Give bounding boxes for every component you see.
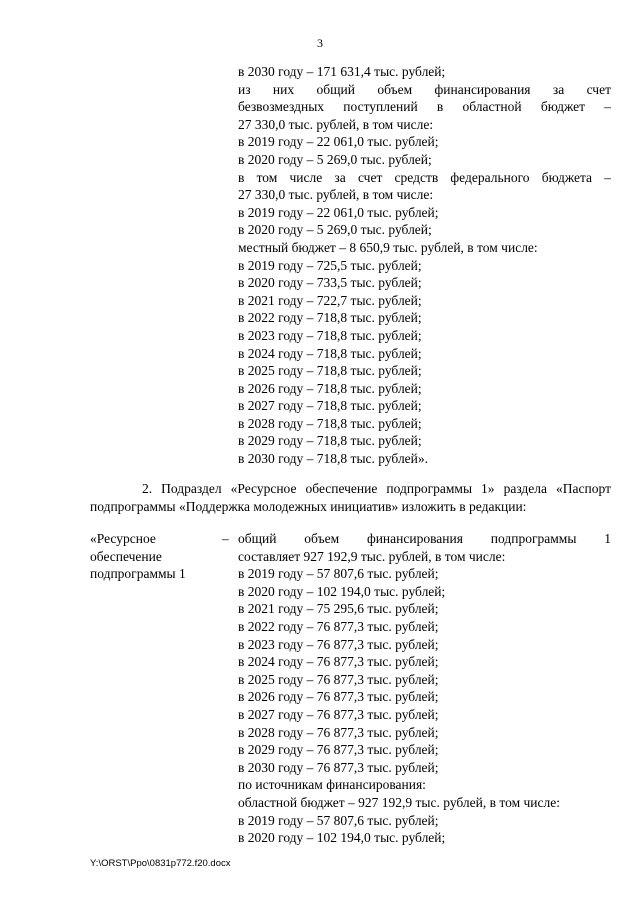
text-line: в 2021 году – 722,7 тыс. рублей; bbox=[238, 292, 422, 308]
text-line: в 2024 году – 76 877,3 тыс. рублей; bbox=[238, 654, 439, 670]
text-line: в 2030 году – 718,8 тыс. рублей». bbox=[238, 451, 429, 467]
label-line: обеспечение bbox=[90, 548, 162, 564]
paragraph-line: 2. Подраздел «Ресурсное обеспечение подпрограммы 1» раздела «Паспорт bbox=[142, 481, 611, 496]
text-line: в 2025 году – 718,8 тыс. рублей; bbox=[238, 363, 422, 379]
text-line: в 2019 году – 57 807,6 тыс. рублей; bbox=[238, 566, 439, 582]
text-line: в том числе за счет средств федерального бюджета – bbox=[238, 169, 611, 185]
text-line: общий объем финансирования подпрограммы 1 bbox=[238, 531, 611, 546]
bottom-text-block bbox=[238, 530, 611, 847]
text-line: в 2030 году – 171 631,4 тыс. рублей; bbox=[238, 64, 446, 79]
text-line: в 2019 году – 725,5 тыс. рублей; bbox=[238, 257, 422, 273]
text-line: в 2030 году – 76 877,3 тыс. рублей; bbox=[238, 759, 439, 775]
text-line: в 2026 году – 76 877,3 тыс. рублей; bbox=[238, 689, 439, 705]
text-line: в 2027 году – 718,8 тыс. рублей; bbox=[238, 398, 422, 414]
text-line: в 2021 году – 75 295,6 тыс. рублей; bbox=[238, 601, 439, 617]
text-line: в 2022 году – 76 877,3 тыс. рублей; bbox=[238, 618, 439, 634]
file-path-footer: Y:\ORST\Ppo\0831p772.f20.docx bbox=[90, 858, 231, 869]
text-line: в 2020 году – 102 194,0 тыс. рублей; bbox=[238, 830, 446, 846]
text-line: 27 330,0 тыс. рублей, в том числе: bbox=[238, 116, 434, 132]
text-line: в 2024 году – 718,8 тыс. рублей; bbox=[238, 345, 422, 361]
page-number: 3 bbox=[317, 36, 323, 50]
text-line: в 2020 году – 102 194,0 тыс. рублей; bbox=[238, 583, 446, 599]
text-line: местный бюджет – 8 650,9 тыс. рублей, в том числе: bbox=[238, 239, 538, 255]
paragraph-line: подпрограммы «Поддержка молодежных инициатив» изложить в редакции: bbox=[90, 498, 527, 514]
text-line: в 2023 году – 718,8 тыс. рублей; bbox=[238, 327, 422, 343]
top-text-block bbox=[238, 63, 611, 468]
text-line: в 2026 году – 718,8 тыс. рублей; bbox=[238, 380, 422, 396]
text-line: в 2028 году – 718,8 тыс. рублей; bbox=[238, 415, 422, 431]
text-line: в 2020 году – 5 269,0 тыс. рублей; bbox=[238, 222, 432, 238]
text-line: в 2025 году – 76 877,3 тыс. рублей; bbox=[238, 671, 439, 687]
amendment-paragraph bbox=[90, 480, 611, 515]
text-line: в 2029 году – 76 877,3 тыс. рублей; bbox=[238, 742, 439, 758]
text-line: в 2027 году – 76 877,3 тыс. рублей; bbox=[238, 706, 439, 722]
text-line: составляет 927 192,9 тыс. рублей, в том числе: bbox=[238, 548, 506, 564]
text-line: в 2019 году – 22 061,0 тыс. рублей; bbox=[238, 204, 439, 220]
text-line: в 2023 году – 76 877,3 тыс. рублей; bbox=[238, 636, 439, 652]
label-line: «Ресурсное bbox=[90, 531, 156, 546]
text-line: безвозмездных поступлений в областной бюджет – bbox=[238, 99, 611, 115]
text-line: из них общий объем финансирования за счет bbox=[238, 81, 611, 97]
text-line: в 2019 году – 22 061,0 тыс. рублей; bbox=[238, 134, 439, 150]
text-line: в 2029 году – 718,8 тыс. рублей; bbox=[238, 433, 422, 449]
text-line: по источникам финансирования: bbox=[238, 777, 426, 793]
text-line: в 2020 году – 5 269,0 тыс. рублей; bbox=[238, 151, 432, 167]
passport-row-label bbox=[90, 530, 230, 583]
text-line: областной бюджет – 927 192,9 тыс. рублей, в том числе: bbox=[238, 794, 560, 810]
text-line: в 2020 году – 733,5 тыс. рублей; bbox=[238, 275, 422, 291]
row-dash: – bbox=[222, 531, 229, 546]
text-line: в 2019 году – 57 807,6 тыс. рублей; bbox=[238, 812, 439, 828]
text-line: в 2022 году – 718,8 тыс. рублей; bbox=[238, 310, 422, 326]
text-line: 27 330,0 тыс. рублей, в том числе: bbox=[238, 187, 434, 203]
text-line: в 2028 году – 76 877,3 тыс. рублей; bbox=[238, 724, 439, 740]
label-line: подпрограммы 1 bbox=[90, 566, 186, 582]
